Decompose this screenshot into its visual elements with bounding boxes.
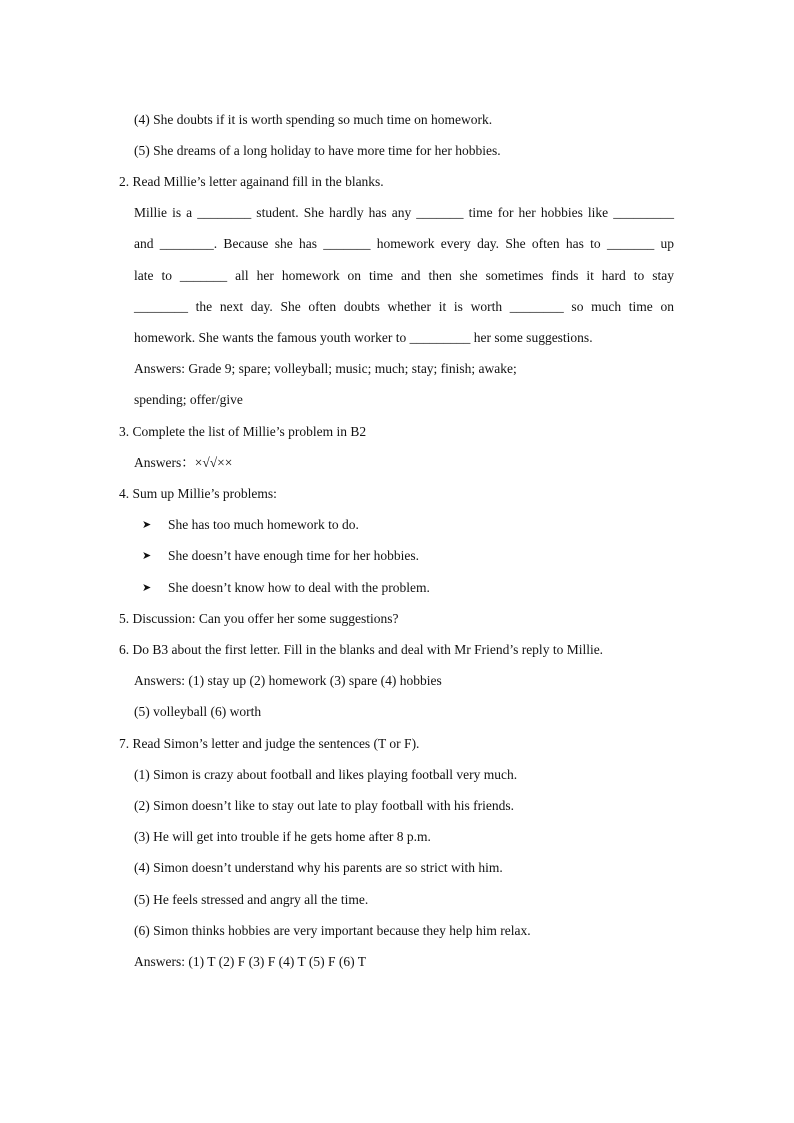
q3-answer: Answers：×√√×× xyxy=(134,455,233,470)
q1-item-4: (4) She doubts if it is worth spending so much time on homework. xyxy=(134,112,493,127)
q2-paragraph-line: Millie is a ________ student. She hardly has any _______ time for her hobbies like _________ xyxy=(134,205,674,220)
q7-title: 7. Read Simon’s letter and judge the sentences (T or F). xyxy=(119,736,420,751)
q7-item: (2) Simon doesn’t like to stay out late to play football with his friends. xyxy=(134,798,514,813)
q7-answers: Answers: (1) T (2) F (3) F (4) T (5) F (6) T xyxy=(134,954,366,969)
q2-paragraph-line: ________ the next day. She often doubts whether it is worth ________ so much time on xyxy=(134,299,674,314)
q4-title: 4. Sum up Millie’s problems: xyxy=(119,486,277,501)
q2-answers-cont: spending; offer/give xyxy=(134,392,243,407)
q7-item: (5) He feels stressed and angry all the time. xyxy=(134,892,369,907)
q2-answers: Answers: Grade 9; spare; volleyball; music; much; stay; finish; awake; xyxy=(134,361,517,376)
q7-item: (6) Simon thinks hobbies are very important because they help him relax. xyxy=(134,923,531,938)
q2-title: 2. Read Millie’s letter againand fill in the blanks. xyxy=(119,174,384,189)
q6-answers-cont: (5) volleyball (6) worth xyxy=(134,704,262,719)
q3-title: 3. Complete the list of Millie’s problem in B2 xyxy=(119,424,367,439)
q4-bullet: She doesn’t know how to deal with the problem. xyxy=(168,580,430,595)
q4-bullet: She has too much homework to do. xyxy=(168,517,359,532)
q6-title: 6. Do B3 about the first letter. Fill in the blanks and deal with Mr Friend’s reply to Millie. xyxy=(119,642,604,657)
arrow-bullet-icon: ➤ xyxy=(142,519,152,531)
q5-title: 5. Discussion: Can you offer her some suggestions? xyxy=(119,611,399,626)
arrow-bullet-icon: ➤ xyxy=(142,550,152,562)
q6-answers: Answers: (1) stay up (2) homework (3) spare (4) hobbies xyxy=(134,673,442,688)
q2-paragraph-line: late to _______ all her homework on time and then she sometimes finds it hard to stay xyxy=(134,268,674,283)
q4-bullet: She doesn’t have enough time for her hobbies. xyxy=(168,548,419,563)
q7-item: (1) Simon is crazy about football and likes playing football very much. xyxy=(134,767,518,782)
q2-paragraph-line: and ________. Because she has _______ homework every day. She often has to _______ up xyxy=(134,236,674,251)
q7-item: (4) Simon doesn’t understand why his parents are so strict with him. xyxy=(134,860,503,875)
q7-item: (3) He will get into trouble if he gets home after 8 p.m. xyxy=(134,829,431,844)
q1-item-5: (5) She dreams of a long holiday to have more time for her hobbies. xyxy=(134,143,501,158)
q2-paragraph-line: homework. She wants the famous youth worker to _________ her some suggestions. xyxy=(134,330,593,345)
arrow-bullet-icon: ➤ xyxy=(142,582,152,594)
